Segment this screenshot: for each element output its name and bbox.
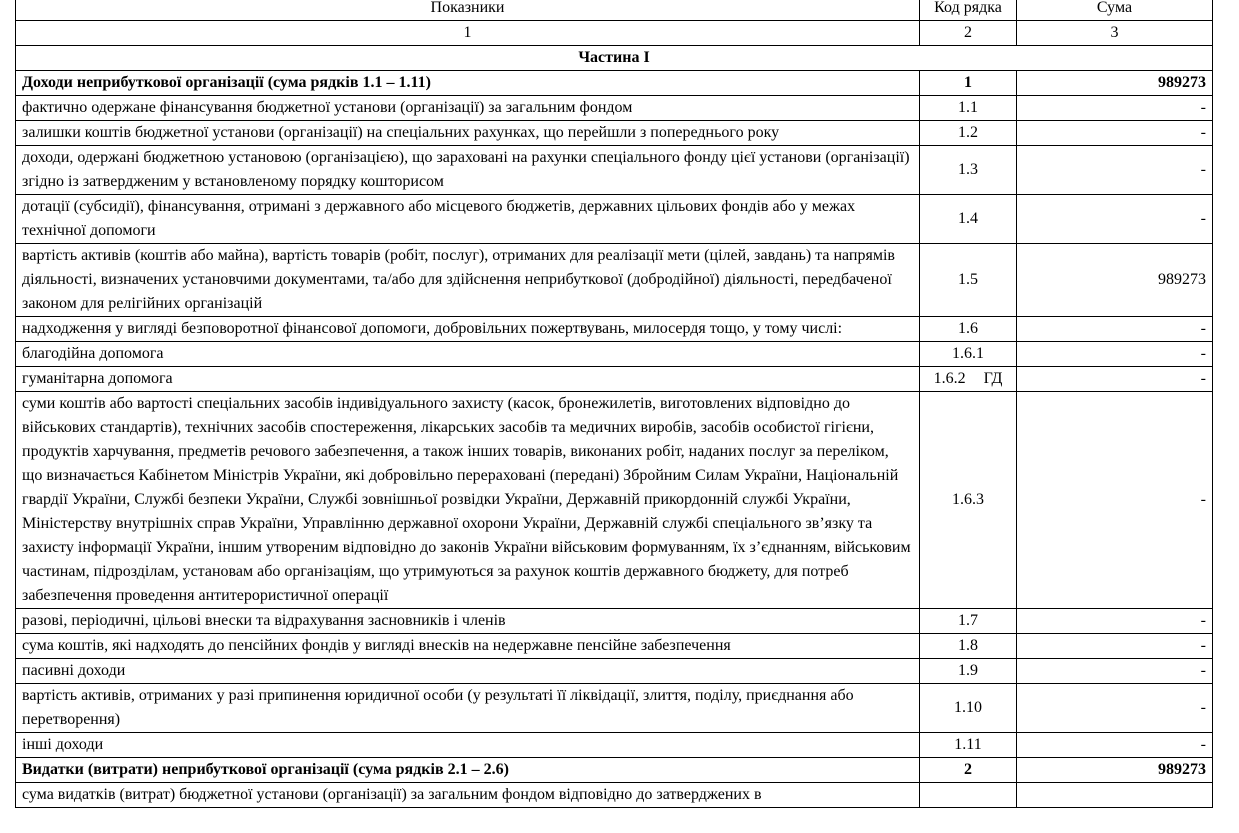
- row-code: [920, 758, 1017, 783]
- row-code: [920, 392, 1017, 609]
- row-code-value: 1.9: [958, 662, 978, 679]
- row-amount: -: [1017, 659, 1213, 684]
- row-label: благодійна допомога: [16, 342, 920, 367]
- row-code: [920, 195, 1017, 244]
- row-code: [920, 783, 1017, 808]
- row-amount: -: [1017, 146, 1213, 195]
- table-row: [16, 392, 1213, 609]
- row-label: дотації (субсидії), фінансування, отримані з державного або місцевого бюджетів, державних цільових фондів або у межах технічної допомоги: [16, 195, 920, 244]
- table-row: [16, 342, 1213, 367]
- row-code-value: 1.4: [958, 210, 978, 227]
- row-amount: -: [1017, 96, 1213, 121]
- row-label: фактично одержане фінансування бюджетної установи (організації) за загальним фондом: [16, 96, 920, 121]
- row-label: надходження у вигляді безповоротної фінансової допомоги, добровільних пожертвувань, милосердя тощо, у тому числі:: [16, 317, 920, 342]
- row-code-value: 1.2: [958, 124, 978, 141]
- row-amount: -: [1017, 684, 1213, 733]
- row-amount: -: [1017, 195, 1213, 244]
- row-amount: -: [1017, 609, 1213, 634]
- row-label: вартість активів (коштів або майна), вартість товарів (робіт, послуг), отриманих для реалізації мети (цілей, завдань) та напрямів діяльності, визначених установчими документами, та/або для здійснення неприбуткової (добродійної) діяльності, передбаченої законом для релігійних організацій: [16, 244, 920, 317]
- table-row: [16, 659, 1213, 684]
- table-row: [16, 367, 1213, 392]
- row-amount: -: [1017, 733, 1213, 758]
- header-row-code: Код рядка: [920, 0, 1017, 21]
- row-code-value: 1.1: [958, 99, 978, 116]
- row-label: інші доходи: [16, 733, 920, 758]
- table-row: [16, 634, 1213, 659]
- table-row: [16, 121, 1213, 146]
- row-code-value: 1.6.2: [933, 370, 966, 387]
- row-code: [920, 659, 1017, 684]
- part-title: Частина І: [16, 46, 1213, 71]
- table-row: [16, 609, 1213, 634]
- row-code: [920, 71, 1017, 96]
- row-amount: -: [1017, 634, 1213, 659]
- row-label: сума коштів, які надходять до пенсійних фондів у вигляді внесків на недержавне пенсійне забезпечення: [16, 634, 920, 659]
- table-row: [16, 146, 1213, 195]
- row-amount: [1017, 783, 1213, 808]
- row-code-value: 1.3: [958, 161, 978, 178]
- row-label: доходи, одержані бюджетною установою (організацією), що зараховані на рахунки спеціального фонду цієї установи (організації) згідно із затвердженим у встановленому порядку кошторисом: [16, 146, 920, 195]
- row-code: [920, 96, 1017, 121]
- table-row: [16, 758, 1213, 783]
- row-code-value: 1.7: [958, 612, 978, 629]
- header-amount: Сума: [1017, 0, 1213, 21]
- row-code-value: 1: [964, 74, 972, 91]
- header-indicators: Показники: [16, 0, 920, 21]
- row-code-value: 1.6.3: [952, 491, 984, 508]
- row-code: [920, 317, 1017, 342]
- row-label: суми коштів або вартості спеціальних засобів індивідуального захисту (касок, бронежилетів, виготовлених відповідно до військових стандартів), технічних засобів спостереження, лікарських засобів та медичних виробів, засобів особистої гігієни, продуктів харчування, предметів речового забезпечення, а також інших товарів, виконаних робіт, наданих послуг за переліком, що визначається Кабінетом Міністрів України, які добровільно перераховані (передані) Збройним Силам України, Національній гвардії України, Службі безпеки України, Службі зовнішньої розвідки України, Державній прикордонній службі України, Міністерству внутрішніх справ України, Управлінню державної охорони України, Державній службі спеціального зв’язку та захисту інформації України, іншим утвореним відповідно до законів України військовим формуванням, їх з’єднанням, військовим частинам, підрозділам, установам або організаціям, що утримуються за рахунок коштів державного бюджету, для потреб забезпечення проведення антитерористичної операції: [16, 392, 920, 609]
- row-code-value: 1.6: [958, 320, 978, 337]
- row-amount: -: [1017, 342, 1213, 367]
- row-code-value: 1.11: [954, 736, 982, 753]
- part-title-row: [16, 46, 1213, 71]
- row-amount: 989273: [1017, 758, 1213, 783]
- row-code-value: 1.10: [954, 699, 982, 716]
- table-row: [16, 244, 1213, 317]
- row-label: разові, періодичні, цільові внески та відрахування засновників і членів: [16, 609, 920, 634]
- row-code: [920, 367, 1017, 392]
- row-code: [920, 244, 1017, 317]
- row-code-value: 1.8: [958, 637, 978, 654]
- row-label: Видатки (витрати) неприбуткової організації (сума рядків 2.1 – 2.6): [16, 758, 920, 783]
- column-number-row: [16, 21, 1213, 46]
- column-number-2: 2: [920, 21, 1017, 46]
- row-amount: 989273: [1017, 244, 1213, 317]
- row-label: гуманітарна допомога: [16, 367, 920, 392]
- row-code: [920, 634, 1017, 659]
- row-label: Доходи неприбуткової організації (сума рядків 1.1 – 1.11): [16, 71, 920, 96]
- income-expense-table: [15, 0, 1213, 808]
- table-row: [16, 71, 1213, 96]
- column-number-3: 3: [1017, 21, 1213, 46]
- row-code: [920, 146, 1017, 195]
- table-row: [16, 317, 1213, 342]
- row-amount: 989273: [1017, 71, 1213, 96]
- header-row: [16, 0, 1213, 21]
- row-code: [920, 684, 1017, 733]
- row-label: сума видатків (витрат) бюджетної установи (організації) за загальним фондом відповідно до затверджених в: [16, 783, 920, 808]
- column-number-1: 1: [16, 21, 920, 46]
- row-amount: -: [1017, 121, 1213, 146]
- row-code: [920, 121, 1017, 146]
- table-row: [16, 96, 1213, 121]
- row-code: [920, 342, 1017, 367]
- table-row: [16, 195, 1213, 244]
- row-code-suffix: ГД: [983, 370, 1003, 387]
- row-code-value: 1.5: [958, 271, 978, 288]
- row-code-value: 2: [964, 761, 972, 778]
- row-code-value: 1.6.1: [952, 345, 984, 362]
- row-amount: -: [1017, 317, 1213, 342]
- row-label: пасивні доходи: [16, 659, 920, 684]
- report-sheet: [15, 0, 1212, 808]
- row-label: вартість активів, отриманих у разі припинення юридичної особи (у результаті її ліквідації, злиття, поділу, приєднання або перетворення): [16, 684, 920, 733]
- table-row: [16, 783, 1213, 808]
- row-code: [920, 609, 1017, 634]
- table-row: [16, 733, 1213, 758]
- row-amount: -: [1017, 392, 1213, 609]
- row-code: [920, 733, 1017, 758]
- table-row: [16, 684, 1213, 733]
- row-amount: -: [1017, 367, 1213, 392]
- row-label: залишки коштів бюджетної установи (організації) на спеціальних рахунках, що перейшли з попереднього року: [16, 121, 920, 146]
